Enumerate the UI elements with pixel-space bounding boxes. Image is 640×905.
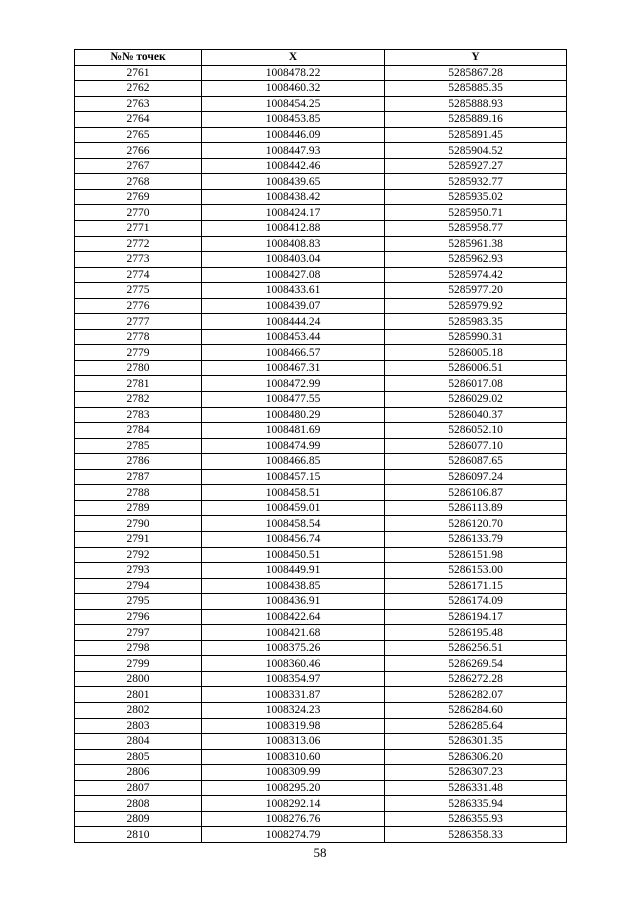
table-row (75, 298, 567, 314)
table-row (75, 189, 567, 205)
x-coordinate-cell: 1008453.85 (202, 112, 385, 128)
point-number-cell: 2780 (75, 360, 202, 376)
table-row (75, 827, 567, 843)
y-coordinate-cell: 5285927.27 (385, 158, 567, 174)
x-coordinate-cell: 1008412.88 (202, 221, 385, 237)
table-row (75, 127, 567, 143)
point-number-cell: 2782 (75, 392, 202, 408)
column-header-x: X (202, 50, 385, 66)
point-number-cell: 2774 (75, 267, 202, 283)
x-coordinate-cell: 1008319.98 (202, 718, 385, 734)
x-coordinate-cell: 1008457.15 (202, 469, 385, 485)
table-row (75, 702, 567, 718)
page-number: 58 (313, 845, 327, 860)
y-coordinate-cell: 5286106.87 (385, 485, 567, 501)
point-number-cell: 2764 (75, 112, 202, 128)
point-number-cell: 2772 (75, 236, 202, 252)
y-coordinate-cell: 5286174.09 (385, 594, 567, 610)
point-number-cell: 2788 (75, 485, 202, 501)
point-number-cell: 2785 (75, 438, 202, 454)
x-coordinate-cell: 1008360.46 (202, 656, 385, 672)
y-coordinate-cell: 5286052.10 (385, 423, 567, 439)
x-coordinate-cell: 1008454.25 (202, 96, 385, 112)
x-coordinate-cell: 1008310.60 (202, 749, 385, 765)
y-coordinate-cell: 5285958.77 (385, 221, 567, 237)
point-number-cell: 2806 (75, 765, 202, 781)
y-coordinate-cell: 5286171.15 (385, 578, 567, 594)
column-header-y: Y (385, 50, 567, 66)
x-coordinate-cell: 1008422.64 (202, 609, 385, 625)
x-coordinate-cell: 1008460.32 (202, 81, 385, 97)
x-coordinate-cell: 1008331.87 (202, 687, 385, 703)
y-coordinate-cell: 5285891.45 (385, 127, 567, 143)
point-number-cell: 2786 (75, 454, 202, 470)
y-coordinate-cell: 5285888.93 (385, 96, 567, 112)
point-number-cell: 2781 (75, 376, 202, 392)
y-coordinate-cell: 5285983.35 (385, 314, 567, 330)
point-number-cell: 2783 (75, 407, 202, 423)
y-coordinate-cell: 5285935.02 (385, 189, 567, 205)
table-row (75, 438, 567, 454)
x-coordinate-cell: 1008274.79 (202, 827, 385, 843)
y-coordinate-cell: 5286355.93 (385, 811, 567, 827)
table-row (75, 780, 567, 796)
table-row (75, 158, 567, 174)
point-number-cell: 2804 (75, 734, 202, 750)
point-number-cell: 2769 (75, 189, 202, 205)
x-coordinate-cell: 1008480.29 (202, 407, 385, 423)
y-coordinate-cell: 5285867.28 (385, 65, 567, 81)
x-coordinate-cell: 1008424.17 (202, 205, 385, 221)
point-number-cell: 2778 (75, 329, 202, 345)
x-coordinate-cell: 1008354.97 (202, 671, 385, 687)
table-row (75, 376, 567, 392)
table-row (75, 81, 567, 97)
table-body (75, 65, 567, 842)
y-coordinate-cell: 5286284.60 (385, 702, 567, 718)
x-coordinate-cell: 1008458.51 (202, 485, 385, 501)
table-row (75, 360, 567, 376)
table-row (75, 283, 567, 299)
point-number-cell: 2777 (75, 314, 202, 330)
y-coordinate-cell: 5286017.08 (385, 376, 567, 392)
y-coordinate-cell: 5286153.00 (385, 563, 567, 579)
y-coordinate-cell: 5286006.51 (385, 360, 567, 376)
x-coordinate-cell: 1008433.61 (202, 283, 385, 299)
point-number-cell: 2792 (75, 547, 202, 563)
point-number-cell: 2805 (75, 749, 202, 765)
table-row (75, 96, 567, 112)
y-coordinate-cell: 5285885.35 (385, 81, 567, 97)
table-row (75, 718, 567, 734)
y-coordinate-cell: 5285990.31 (385, 329, 567, 345)
y-coordinate-cell: 5285904.52 (385, 143, 567, 159)
table-row (75, 796, 567, 812)
point-number-cell: 2775 (75, 283, 202, 299)
y-coordinate-cell: 5286335.94 (385, 796, 567, 812)
point-number-cell: 2767 (75, 158, 202, 174)
x-coordinate-cell: 1008472.99 (202, 376, 385, 392)
table-row (75, 329, 567, 345)
y-coordinate-cell: 5286077.10 (385, 438, 567, 454)
y-coordinate-cell: 5286307.23 (385, 765, 567, 781)
table-row (75, 221, 567, 237)
y-coordinate-cell: 5286331.48 (385, 780, 567, 796)
coordinates-table (74, 49, 567, 843)
y-coordinate-cell: 5286194.17 (385, 609, 567, 625)
y-coordinate-cell: 5286282.07 (385, 687, 567, 703)
table-row (75, 112, 567, 128)
table-row (75, 423, 567, 439)
point-number-cell: 2791 (75, 531, 202, 547)
x-coordinate-cell: 1008403.04 (202, 252, 385, 268)
y-coordinate-cell: 5286272.28 (385, 671, 567, 687)
table-row (75, 267, 567, 283)
x-coordinate-cell: 1008477.55 (202, 392, 385, 408)
y-coordinate-cell: 5285932.77 (385, 174, 567, 190)
x-coordinate-cell: 1008467.31 (202, 360, 385, 376)
point-number-cell: 2789 (75, 500, 202, 516)
y-coordinate-cell: 5286285.64 (385, 718, 567, 734)
point-number-cell: 2766 (75, 143, 202, 159)
y-coordinate-cell: 5286269.54 (385, 656, 567, 672)
y-coordinate-cell: 5286029.02 (385, 392, 567, 408)
y-coordinate-cell: 5286256.51 (385, 640, 567, 656)
point-number-cell: 2762 (75, 81, 202, 97)
y-coordinate-cell: 5286120.70 (385, 516, 567, 532)
point-number-cell: 2776 (75, 298, 202, 314)
y-coordinate-cell: 5286306.20 (385, 749, 567, 765)
point-number-cell: 2770 (75, 205, 202, 221)
x-coordinate-cell: 1008453.44 (202, 329, 385, 345)
point-number-cell: 2794 (75, 578, 202, 594)
table-row (75, 531, 567, 547)
table-row (75, 345, 567, 361)
x-coordinate-cell: 1008438.42 (202, 189, 385, 205)
y-coordinate-cell: 5286113.89 (385, 500, 567, 516)
point-number-cell: 2808 (75, 796, 202, 812)
table-row (75, 749, 567, 765)
x-coordinate-cell: 1008459.01 (202, 500, 385, 516)
column-header-point-number: №№ точек (75, 50, 202, 66)
y-coordinate-cell: 5286358.33 (385, 827, 567, 843)
point-number-cell: 2802 (75, 702, 202, 718)
x-coordinate-cell: 1008436.91 (202, 594, 385, 610)
x-coordinate-cell: 1008439.07 (202, 298, 385, 314)
table-row (75, 500, 567, 516)
y-coordinate-cell: 5286097.24 (385, 469, 567, 485)
table-row (75, 252, 567, 268)
x-coordinate-cell: 1008456.74 (202, 531, 385, 547)
point-number-cell: 2768 (75, 174, 202, 190)
x-coordinate-cell: 1008446.09 (202, 127, 385, 143)
x-coordinate-cell: 1008450.51 (202, 547, 385, 563)
point-number-cell: 2810 (75, 827, 202, 843)
y-coordinate-cell: 5286040.37 (385, 407, 567, 423)
table-row (75, 563, 567, 579)
x-coordinate-cell: 1008458.54 (202, 516, 385, 532)
table-row (75, 205, 567, 221)
table-row (75, 314, 567, 330)
x-coordinate-cell: 1008408.83 (202, 236, 385, 252)
x-coordinate-cell: 1008438.85 (202, 578, 385, 594)
x-coordinate-cell: 1008474.99 (202, 438, 385, 454)
y-coordinate-cell: 5285962.93 (385, 252, 567, 268)
point-number-cell: 2799 (75, 656, 202, 672)
point-number-cell: 2803 (75, 718, 202, 734)
table-row (75, 687, 567, 703)
point-number-cell: 2765 (75, 127, 202, 143)
x-coordinate-cell: 1008292.14 (202, 796, 385, 812)
point-number-cell: 2790 (75, 516, 202, 532)
x-coordinate-cell: 1008481.69 (202, 423, 385, 439)
point-number-cell: 2773 (75, 252, 202, 268)
point-number-cell: 2793 (75, 563, 202, 579)
y-coordinate-cell: 5285889.16 (385, 112, 567, 128)
point-number-cell: 2796 (75, 609, 202, 625)
table-row (75, 640, 567, 656)
x-coordinate-cell: 1008442.46 (202, 158, 385, 174)
y-coordinate-cell: 5286151.98 (385, 547, 567, 563)
point-number-cell: 2809 (75, 811, 202, 827)
x-coordinate-cell: 1008478.22 (202, 65, 385, 81)
table-row (75, 734, 567, 750)
x-coordinate-cell: 1008466.85 (202, 454, 385, 470)
x-coordinate-cell: 1008313.06 (202, 734, 385, 750)
x-coordinate-cell: 1008444.24 (202, 314, 385, 330)
y-coordinate-cell: 5286133.79 (385, 531, 567, 547)
table-row (75, 547, 567, 563)
point-number-cell: 2798 (75, 640, 202, 656)
x-coordinate-cell: 1008375.26 (202, 640, 385, 656)
point-number-cell: 2801 (75, 687, 202, 703)
x-coordinate-cell: 1008309.99 (202, 765, 385, 781)
table-row (75, 578, 567, 594)
point-number-cell: 2795 (75, 594, 202, 610)
table-row (75, 469, 567, 485)
x-coordinate-cell: 1008466.57 (202, 345, 385, 361)
x-coordinate-cell: 1008449.91 (202, 563, 385, 579)
y-coordinate-cell: 5285961.38 (385, 236, 567, 252)
x-coordinate-cell: 1008427.08 (202, 267, 385, 283)
point-number-cell: 2771 (75, 221, 202, 237)
point-number-cell: 2784 (75, 423, 202, 439)
y-coordinate-cell: 5286005.18 (385, 345, 567, 361)
table-row (75, 516, 567, 532)
table-row (75, 625, 567, 641)
table-row (75, 811, 567, 827)
point-number-cell: 2800 (75, 671, 202, 687)
table-row (75, 656, 567, 672)
table-row (75, 609, 567, 625)
point-number-cell: 2763 (75, 96, 202, 112)
table-row (75, 236, 567, 252)
x-coordinate-cell: 1008421.68 (202, 625, 385, 641)
point-number-cell: 2807 (75, 780, 202, 796)
table-row (75, 174, 567, 190)
y-coordinate-cell: 5286087.65 (385, 454, 567, 470)
table-row (75, 454, 567, 470)
table-row (75, 485, 567, 501)
x-coordinate-cell: 1008295.20 (202, 780, 385, 796)
x-coordinate-cell: 1008324.23 (202, 702, 385, 718)
table-row (75, 671, 567, 687)
x-coordinate-cell: 1008439.65 (202, 174, 385, 190)
table-header (75, 50, 567, 66)
point-number-cell: 2787 (75, 469, 202, 485)
y-coordinate-cell: 5286301.35 (385, 734, 567, 750)
y-coordinate-cell: 5285979.92 (385, 298, 567, 314)
x-coordinate-cell: 1008276.76 (202, 811, 385, 827)
table-row (75, 407, 567, 423)
point-number-cell: 2761 (75, 65, 202, 81)
table-row (75, 65, 567, 81)
table-row (75, 392, 567, 408)
y-coordinate-cell: 5285974.42 (385, 267, 567, 283)
table-row (75, 765, 567, 781)
table-row (75, 143, 567, 159)
y-coordinate-cell: 5286195.48 (385, 625, 567, 641)
x-coordinate-cell: 1008447.93 (202, 143, 385, 159)
y-coordinate-cell: 5285977.20 (385, 283, 567, 299)
header-row (75, 50, 567, 66)
point-number-cell: 2797 (75, 625, 202, 641)
point-number-cell: 2779 (75, 345, 202, 361)
table-row (75, 594, 567, 610)
y-coordinate-cell: 5285950.71 (385, 205, 567, 221)
